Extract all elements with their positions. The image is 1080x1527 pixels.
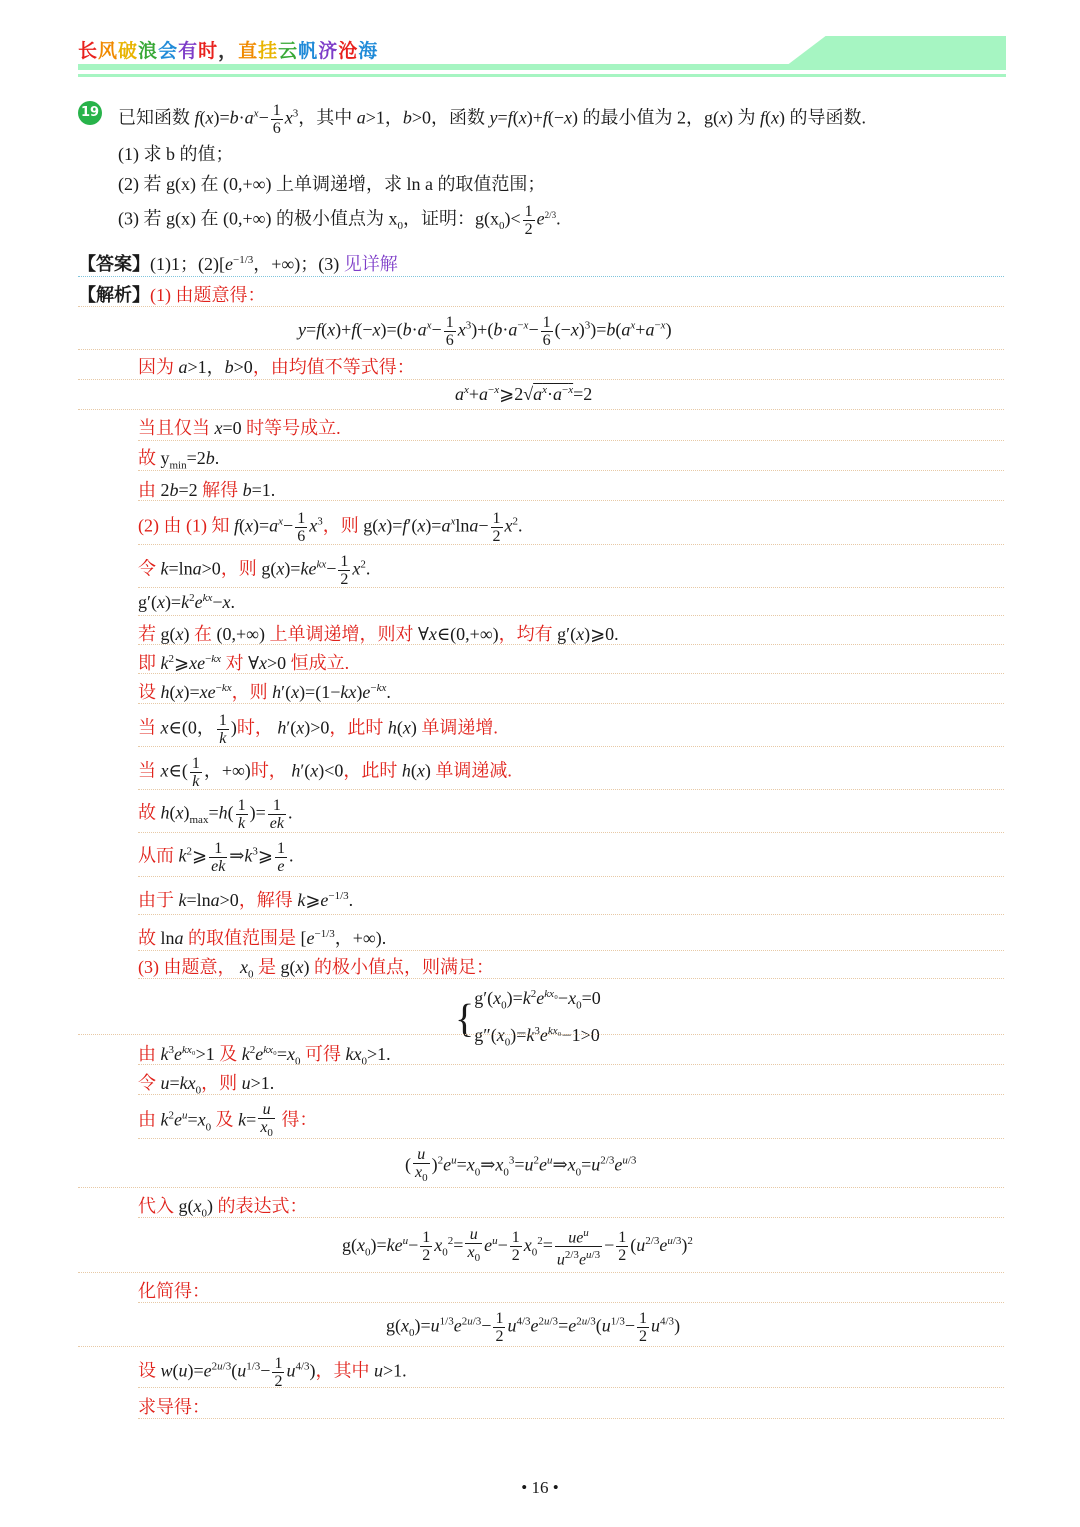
- analysis-line-18: 由于 k=lna>0，解得 $k⩾e^{-1/3}$.: [138, 890, 354, 910]
- answer-line: 【答案】(1)1；$(2)[e^{-1/3}$，+∞)；(3) 见详解: [78, 254, 398, 274]
- rule: [138, 789, 1004, 790]
- rule: [138, 1387, 1004, 1388]
- motto-char: 海: [358, 40, 379, 62]
- motto-char: 沧: [338, 40, 359, 62]
- motto-char: 破: [118, 40, 139, 62]
- formula-g-x0: $g(x_0)=ke^u-$ $\frac{1}{2}$ $x_0^2=$ $\frac{u}{x_0}$ $e^u-$ $\frac{1}{2}$ $x_0^2=$ $\frac{ue^u}{u^{2/3}e^{u/3}}$ − $\frac{1}{2}$ $(u^{2/3}e^{u/3})^2$: [342, 1226, 693, 1269]
- question-number-badge: 19: [78, 101, 102, 125]
- analysis-line-31: 求导得：: [138, 1397, 210, 1417]
- page-header: [78, 30, 1006, 82]
- analysis-line-11: 若 g(x) 在 (0,+∞) 上单调递增，则对 ∀x∈(0,+∞)，均有 g′(x)⩾0.: [138, 624, 619, 644]
- formula-x0: ( $\frac{u}{x_0}$ )$^2e^u=x_0\Rightarrow x_0^3=u^2e^u\Rightarrow x_0=u^{2/3}e^{u/3}$: [405, 1146, 637, 1185]
- rule: [138, 978, 1004, 979]
- rule: [138, 544, 1004, 545]
- motto-char: 有: [178, 40, 199, 62]
- rule: [78, 409, 1004, 410]
- rule: [138, 832, 1004, 833]
- analysis-line-30: 设 $w(u)=e^{2u/3}(u^{1/3}-$ $\frac{1}{2}$ $u^{4/3}$)，其中 u>1.: [138, 1355, 407, 1390]
- analysis-line-14: 当 x∈(0， $\frac{1}{k}$ )时， h′(x)>0，此时 h(x) 单调递增.: [138, 712, 498, 747]
- formula-system: {$g'(x_0)=k^2e^{kx_0}-x_0=0$ $g''(x_0)=k^3e^{kx_0}-1>0$: [455, 988, 601, 1049]
- analysis-line-13: 设 $h(x)=xe^{-kx}$，则 $h'(x)=(1-kx)e^{-kx}$.: [138, 682, 391, 702]
- motto-char: 时: [198, 40, 219, 62]
- rule: [78, 1034, 1004, 1035]
- rule: [138, 1302, 1004, 1303]
- motto-char: 济: [318, 40, 339, 62]
- question-part-3: (3) 若 g(x) 在 (0,+∞) 的极小值点为 $x_0$，证明：$g(x_0)<$ $\frac{1}{2}$ $e^{2/3}$.: [118, 203, 561, 238]
- rule: [78, 349, 1004, 350]
- rule: [138, 703, 1004, 704]
- motto-char: 浪: [138, 40, 159, 62]
- motto-char: 帆: [298, 40, 319, 62]
- motto-char: ，: [218, 40, 239, 62]
- question-stem: 已知函数 $f(x)=b\cdot a^x-$ $\frac{1}{6}$ $x^3$，其中 a>1，b>0，函数 y=f(x)+f(−x) 的最小值为 2，g(x) 为 f(x) 的导函数.: [118, 102, 867, 137]
- rule: [138, 950, 1004, 951]
- rule: [138, 1094, 1004, 1095]
- motto-char: 直: [238, 40, 259, 62]
- analysis-line-9: 令 k=lna>0，则 $g(x)=ke^{kx}-$ $\frac{1}{2}$ $x^2$.: [138, 553, 371, 588]
- analysis-line-24: 由 $k^2e^u=x_0$ 及 k= $\frac{u}{x_0}$ 得：: [138, 1101, 318, 1140]
- motto-char: 风: [98, 40, 119, 62]
- analysis-line-5: 当且仅当 x=0 时等号成立.: [138, 418, 341, 438]
- analysis-line-17: 从而 $k^2⩾$ $\frac{1}{ek}$ $\Rightarrow k^3⩾$ $\frac{1}{e}$ .: [138, 840, 294, 875]
- rule: [138, 1064, 1004, 1065]
- question-part-2: (2) 若 g(x) 在 (0,+∞) 上单调递增，求 ln a 的取值范围；: [118, 174, 546, 194]
- motto: [78, 36, 378, 63]
- analysis-line-19: 故 lna 的取值范围是 [$e^{-1/3}$，+∞).: [138, 928, 387, 948]
- page-number: • 16 •: [521, 1478, 559, 1497]
- analysis-line-6: 故 $y_{min}=2b$.: [138, 448, 220, 472]
- rule: [138, 440, 1004, 441]
- analysis-line-15: 当 x∈( $\frac{1}{k}$ ，+∞)时， h′(x)<0，此时 h(x) 单调递减.: [138, 755, 512, 790]
- rule: [78, 379, 1004, 380]
- header-tab-shape: [786, 36, 1006, 66]
- analysis-line-10: $g'(x)=k^2e^{kx}-x$.: [138, 592, 236, 612]
- analysis-line-20: (3) 由题意， $x_0$ 是 g(x) 的极小值点，则满足：: [138, 957, 494, 981]
- formula-simplified: $g(x_0)=u^{1/3}e^{2u/3}-$ $\frac{1}{2}$ $u^{4/3}e^{2u/3}=e^{2u/3}(u^{1/3}-$ $\frac{1}{2}$ $u^{4/3}$): [386, 1310, 681, 1345]
- question-part-1: (1) 求 b 的值；: [118, 144, 234, 164]
- analysis-line-8: (2) 由 (1) 知 $f(x)=a^x-$ $\frac{1}{6}$ $x^3$，则 $g(x)=f'(x)=a^x\ln a-$ $\frac{1}{2}$ $x^2$.: [138, 510, 523, 545]
- analysis-line-1: 【解析】(1) 由题意得：: [78, 285, 266, 305]
- formula-am-gm: $a^x+a^{-x}⩾2√a^x\cdot a^{-x}=2$: [455, 384, 593, 404]
- motto-char: 长: [78, 40, 99, 62]
- rule: [78, 306, 1004, 307]
- rule: [78, 1272, 1004, 1273]
- header-band: [78, 64, 1006, 70]
- motto-char: 挂: [258, 40, 279, 62]
- motto-char: 会: [158, 40, 179, 62]
- analysis-line-3: 因为 a>1，b>0，由均值不等式得：: [138, 357, 415, 377]
- rule: [138, 876, 1004, 877]
- rule: [138, 1418, 1004, 1419]
- analysis-line-22: 由 $k^3e^{kx_0}>1$ 及 $k^2e^{kx_0}=x_0$ 可得 $kx_0>1$.: [138, 1044, 391, 1068]
- rule: [138, 587, 1004, 588]
- analysis-line-23: 令 $u=kx_0$，则 u>1.: [138, 1073, 275, 1097]
- analysis-line-16: 故 $h(x)_{max}=h$( $\frac{1}{k}$ )= $\frac{1}{ek}$ .: [138, 797, 293, 832]
- rule: [138, 470, 1004, 471]
- rule: [138, 673, 1004, 674]
- analysis-line-12: 即 $k^2⩾xe^{-kx}$ 对 ∀x>0 恒成立.: [138, 653, 350, 673]
- rule: [138, 1217, 1004, 1218]
- rule: [138, 746, 1004, 747]
- answer-divider: [78, 276, 1004, 277]
- analysis-line-7: 由 2b=2 解得 b=1.: [138, 480, 276, 500]
- rule: [138, 500, 1004, 501]
- rule: [138, 615, 1004, 616]
- analysis-line-28: 化简得：: [138, 1281, 210, 1301]
- header-line: [78, 74, 1006, 77]
- motto-char: 云: [278, 40, 299, 62]
- formula-y: $y=f(x)+f(-x)=(b\cdot a^x-$ $\frac{1}{6}$ $x^3)+(b\cdot a^{-x}-$ $\frac{1}{6}$ $(-x)^3)=b(a^x+a^{-x})$: [298, 314, 672, 349]
- rule: [138, 644, 1004, 645]
- rule: [78, 1187, 1004, 1188]
- analysis-line-26: 代入 $g(x_0)$ 的表达式：: [138, 1196, 308, 1220]
- rule: [138, 914, 1004, 915]
- rule: [78, 1346, 1004, 1347]
- rule: [138, 1138, 1004, 1139]
